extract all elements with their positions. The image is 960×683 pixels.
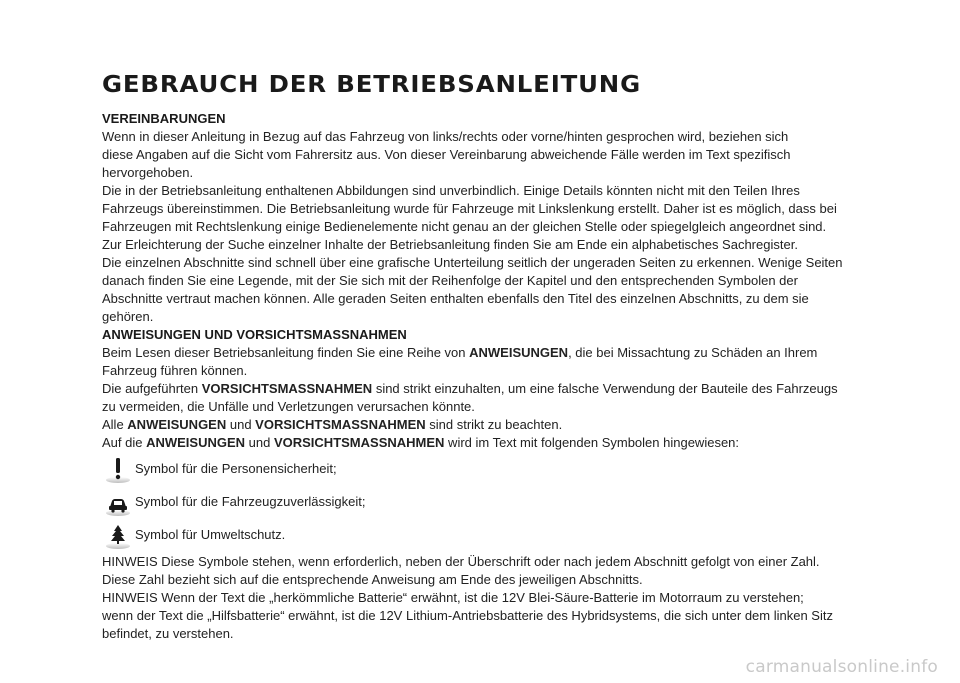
symbol-list bbox=[104, 452, 862, 551]
tree-environment-icon bbox=[104, 521, 132, 549]
section-heading-conventions: VEREINBARUNGEN bbox=[102, 111, 226, 126]
text-run: , die bei Missachtung zu Schäden an Ihrem bbox=[568, 345, 818, 360]
text-line bbox=[102, 344, 862, 362]
text-run: Alle bbox=[102, 417, 128, 432]
exclamation-warning-icon bbox=[104, 455, 132, 483]
text-line: hervorgehoben. bbox=[102, 165, 194, 180]
text-line: Fahrzeug führen können. bbox=[102, 363, 248, 378]
section-heading-warnings: ANWEISUNGEN UND VORSICHTSMASSNAHMEN bbox=[102, 327, 407, 342]
symbol-label: Symbol für die Fahrzeugzuverlässigkeit; bbox=[135, 494, 366, 509]
symbol-item bbox=[104, 452, 862, 485]
text-line: Zur Erleichterung der Suche einzelner Inhalte der Betriebsanleitung finden Sie am Ende ein alphabetisches Sachregister. bbox=[102, 237, 798, 252]
note-line: HINWEIS Diese Symbole stehen, wenn erforderlich, neben der Überschrift oder nach jedem Abschnitt gefolgt von einer Zahl. bbox=[102, 554, 820, 569]
note-line: Diese Zahl bezieht sich auf die entsprechende Anweisung am Ende des jeweiligen Abschnitts. bbox=[102, 572, 643, 587]
text-line: gehören. bbox=[102, 309, 154, 324]
text-line: Fahrzeugen mit Rechtslenkung einige Bedienelemente nicht genau an der gleichen Stelle oder spiegelgleich angeordnet sind. bbox=[102, 219, 827, 234]
text-line: Abschnitte vertraut machen können. Alle geraden Seiten enthalten ebenfalls den Titel des einzelnen Abschnitts, zu dem sie bbox=[102, 291, 809, 306]
text-line bbox=[102, 380, 862, 398]
warnings-text bbox=[102, 344, 862, 452]
text-run: und bbox=[245, 435, 274, 450]
manual-page bbox=[102, 70, 862, 643]
car-warning-icon bbox=[104, 488, 132, 516]
watermark: carmanualsonline.info bbox=[745, 657, 938, 677]
text-line: Die einzelnen Abschnitte sind schnell über eine grafische Unterteilung seitlich der ungeraden Seiten zu erkennen. Wenige Seiten bbox=[102, 255, 843, 270]
text-line bbox=[102, 434, 862, 452]
term-warnings: ANWEISUNGEN bbox=[469, 345, 569, 360]
term-precautions: VORSICHTSMASSNAHMEN bbox=[255, 417, 426, 432]
text-line: danach finden Sie eine Legende, mit der Sie sich mit der Reihenfolge der Kapitel und den entsprechenden Symbolen der bbox=[102, 273, 798, 288]
symbol-item bbox=[104, 485, 862, 518]
text-run: Auf die bbox=[102, 435, 147, 450]
text-line: diese Angaben auf die Sicht vom Fahrersitz aus. Von dieser Vereinbarung abweichende Fälle werden im Text spezifisch bbox=[102, 147, 791, 162]
text-line bbox=[102, 416, 862, 434]
term-warnings: ANWEISUNGEN bbox=[146, 435, 246, 450]
text-run: sind strikt einzuhalten, um eine falsche Verwendung der Bauteile des Fahrzeugs bbox=[372, 381, 838, 396]
term-precautions: VORSICHTSMASSNAHMEN bbox=[273, 435, 445, 450]
symbol-label: Symbol für die Personensicherheit; bbox=[135, 461, 337, 476]
conventions-text bbox=[102, 128, 862, 326]
text-run: Die aufgeführten bbox=[102, 381, 202, 396]
note-line: HINWEIS Wenn der Text die „herkömmliche Batterie“ erwähnt, ist die 12V Blei-Säure-Batterie im Motorraum zu verstehen; bbox=[102, 590, 804, 605]
symbol-label: Symbol für Umweltschutz. bbox=[135, 527, 286, 542]
text-run: Beim Lesen dieser Betriebsanleitung finden Sie eine Reihe von bbox=[102, 345, 470, 360]
text-line: Die in der Betriebsanleitung enthaltenen Abbildungen sind unverbindlich. Einige Details könnten nicht mit den Teilen Ihres bbox=[102, 183, 800, 198]
term-warnings: ANWEISUNGEN bbox=[127, 417, 227, 432]
text-run: wird im Text mit folgenden Symbolen hingewiesen: bbox=[444, 435, 740, 450]
symbol-item bbox=[104, 518, 862, 551]
note-line: wenn der Text die „Hilfsbatterie“ erwähnt, ist die 12V Lithium-Antriebsbatterie des Hybridsystems, die sich unter dem linken Sitz bbox=[102, 608, 833, 623]
note-line: befindet, zu verstehen. bbox=[102, 626, 234, 641]
text-run: sind strikt zu beachten. bbox=[425, 417, 563, 432]
text-line: zu vermeiden, die Unfälle und Verletzungen verursachen könnte. bbox=[102, 399, 475, 414]
notes bbox=[102, 553, 862, 643]
text-run: und bbox=[226, 417, 256, 432]
text-line: Fahrzeugs übereinstimmen. Die Betriebsanleitung wurde für Fahrzeuge mit Linkslenkung erstellt. Daher ist es möglich, dass bei bbox=[102, 201, 837, 216]
page-title: GEBRAUCH DER BETRIEBSANLEITUNG bbox=[102, 70, 641, 98]
term-precautions: VORSICHTSMASSNAHMEN bbox=[201, 381, 373, 396]
text-line: Wenn in dieser Anleitung in Bezug auf das Fahrzeug von links/rechts oder vorne/hinten gesprochen wird, beziehen sich bbox=[102, 129, 789, 144]
